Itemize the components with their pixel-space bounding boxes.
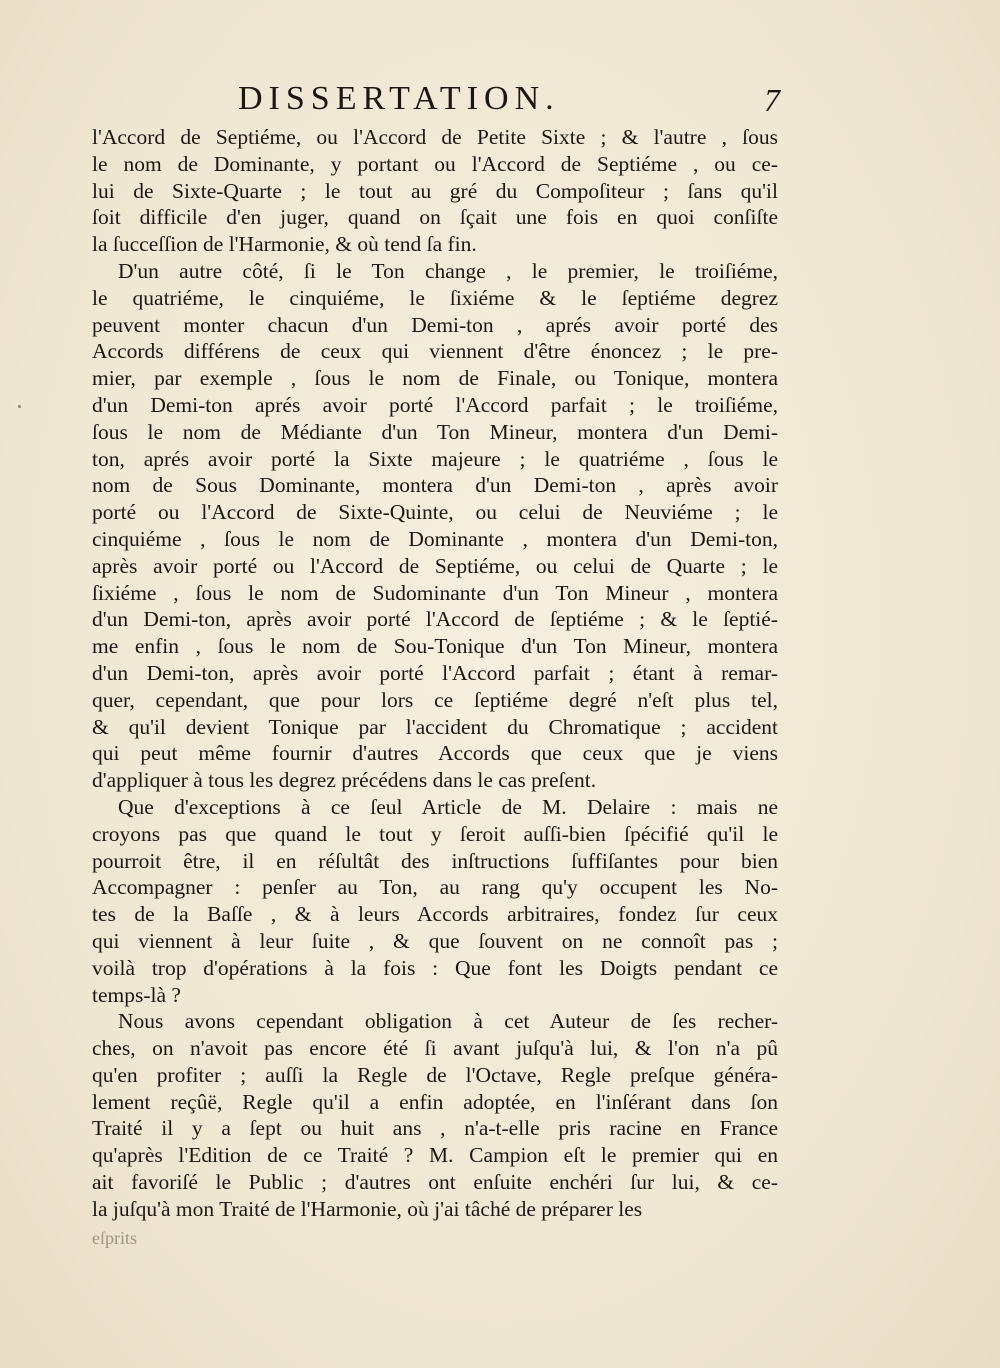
text-line: ſous le nom de Médiante d'un Ton Mineur, montera d'un Demi- bbox=[92, 419, 778, 444]
text-line: ton, aprés avoir porté la Sixte majeure ; le quatriéme , ſous le bbox=[92, 446, 778, 471]
text-line: Traité il y a ſept ou huit ans , n'a-t-elle pris racine en France bbox=[92, 1116, 778, 1141]
text-line: quer, cependant, que pour lors ce ſeptiéme degré n'eſt plus tel, bbox=[92, 687, 778, 712]
text-line: d'un Demi-ton aprés avoir porté l'Accord parfait ; le troiſiéme, bbox=[92, 392, 778, 417]
text-line: ait favoriſé le Public ; d'autres ont enſuite enchéri ſur lui, & ce- bbox=[92, 1170, 778, 1195]
text-line: mier, par exemple , ſous le nom de Finale, ou Tonique, montera bbox=[92, 366, 778, 391]
text-line: la ſucceſſion de l'Harmonie, & où tend ſa fin. bbox=[92, 232, 477, 257]
text-line: Accords différens de ceux qui viennent d'être énoncez ; le pre- bbox=[92, 339, 778, 364]
text-line: d'un Demi-ton, après avoir porté l'Accord de ſeptiéme ; & le ſeptié- bbox=[92, 607, 778, 632]
text-line: qu'après l'Edition de ce Traité ? M. Campion eſt le premier qui en bbox=[92, 1143, 778, 1168]
text-line: d'appliquer à tous les degrez précédens dans le cas preſent. bbox=[92, 768, 597, 793]
text-line: croyons pas que quand le tout y ſeroit auſſi-bien ſpécifié qu'il le bbox=[92, 821, 778, 846]
text-line: nom de Sous Dominante, montera d'un Demi-ton , après avoir bbox=[92, 473, 778, 498]
text-line: pourroit être, il en réſultât des inſtructions ſuffiſantes pour bien bbox=[92, 848, 778, 873]
text-line: après avoir porté ou l'Accord de Septiéme, ou celui de Quarte ; le bbox=[92, 553, 778, 578]
text-line: temps-là ? bbox=[92, 982, 181, 1007]
text-line: cinquiéme , ſous le nom de Dominante , montera d'un Demi-ton, bbox=[92, 526, 778, 551]
text-line: qui peut même fournir d'autres Accords que ceux que je viens bbox=[92, 741, 778, 766]
catchword: eſprits bbox=[92, 1228, 137, 1248]
text-line: ſoit difficile d'en juger, quand on ſçait une fois en quoi conſiſte bbox=[92, 205, 778, 230]
text-line: la juſqu'à mon Traité de l'Harmonie, où j'ai tâché de préparer les bbox=[92, 1196, 643, 1221]
text-line: qu'en profiter ; auſſi la Regle de l'Octave, Regle preſque généra- bbox=[92, 1062, 778, 1087]
text-line: peuvent monter chacun d'un Demi-ton , aprés avoir porté des bbox=[92, 312, 778, 337]
text-line: qui viennent à leur ſuite , & que ſouvent on ne connoît pas ; bbox=[92, 928, 778, 953]
page-header bbox=[90, 80, 780, 124]
text-line: le quatriéme, le cinquiéme, le ſixiéme & le ſeptiéme degrez bbox=[92, 285, 778, 310]
text-line: lui de Sixte-Quarte ; le tout au gré du Compoſiteur ; ſans qu'il bbox=[92, 178, 778, 203]
text-line: Nous avons cependant obligation à cet Auteur de ſes recher- bbox=[118, 1009, 778, 1034]
text-line: tes de la Baſſe , & à leurs Accords arbitraires, fondez ſur ceux bbox=[92, 902, 778, 927]
page-number: 7 bbox=[764, 82, 780, 118]
text-line: D'un autre côté, ſi le Ton change , le premier, le troiſiéme, bbox=[118, 258, 778, 283]
text-line: porté ou l'Accord de Sixte-Quinte, ou celui de Neuviéme ; le bbox=[92, 500, 778, 525]
text-line: Accompagner : penſer au Ton, au rang qu'y occupent les No- bbox=[92, 875, 778, 900]
text-line: ches, on n'avoit pas encore été ſi avant juſqu'à lui, & l'on n'a pû bbox=[92, 1036, 778, 1061]
running-title: DISSERTATION. bbox=[238, 80, 560, 117]
text-line: le nom de Dominante, y portant ou l'Accord de Septiéme , ou ce- bbox=[92, 151, 778, 176]
text-line: l'Accord de Septiéme, ou l'Accord de Petite Sixte ; & l'autre , ſous bbox=[92, 125, 778, 149]
text-line: lement reçûë, Regle qu'il a enfin adoptée, en l'inſérant dans ſon bbox=[92, 1089, 778, 1114]
text-line: me enfin , ſous le nom de Sou-Tonique d'un Ton Mineur, montera bbox=[92, 634, 778, 659]
text-line: voilà trop d'opérations à la fois : Que font les Doigts pendant ce bbox=[92, 955, 778, 980]
text-line: & qu'il devient Tonique par l'accident du Chromatique ; accident bbox=[92, 714, 778, 739]
text-line: ſixiéme , ſous le nom de Sudominante d'un Ton Mineur , montera bbox=[92, 580, 778, 605]
body-text bbox=[92, 124, 778, 1223]
text-line: Que d'exceptions à ce ſeul Article de M. Delaire : mais ne bbox=[118, 794, 778, 819]
ink-spot bbox=[18, 405, 21, 408]
text-line: d'un Demi-ton, après avoir porté l'Accord parfait ; étant à remar- bbox=[92, 660, 778, 685]
